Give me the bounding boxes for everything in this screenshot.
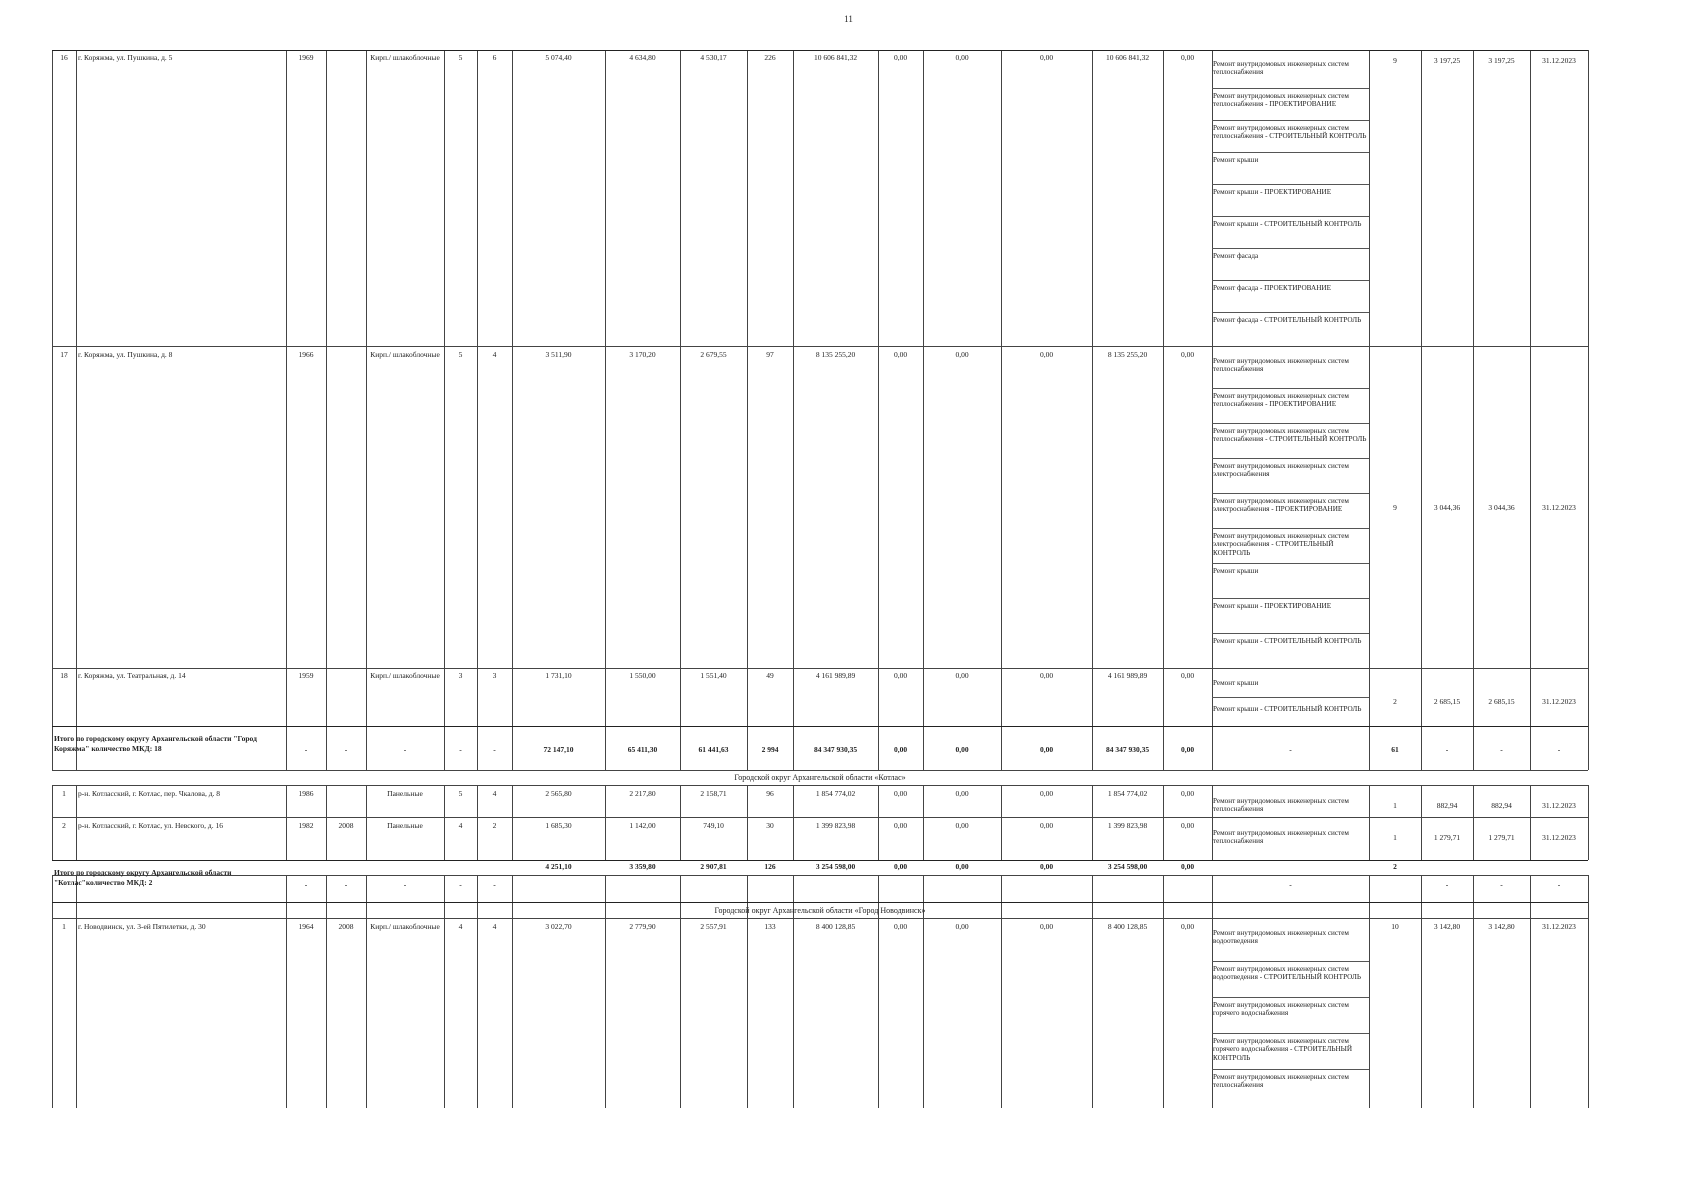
residents: 30 <box>766 821 774 830</box>
address: г. Коряжма, ул. Театральная, д. 14 <box>78 671 186 680</box>
column-border <box>923 785 924 860</box>
row-border <box>52 817 1588 818</box>
total-fund-other: 0,00 <box>1180 862 1195 871</box>
address: р-н. Котласский, г. Котлас, пер. Чкалова, д. 8 <box>78 789 221 798</box>
column-border <box>1163 50 1164 770</box>
limit-cost: 882,94 <box>1491 801 1512 810</box>
column-border <box>680 50 681 770</box>
total-cost-total: 3 254 598,00 <box>815 862 856 871</box>
area-premises: 4 634,80 <box>629 53 656 62</box>
total-fund-other: 0,00 <box>1180 745 1195 754</box>
fund-other: 0,00 <box>1180 350 1195 359</box>
total-fund-region: 0,00 <box>955 745 969 754</box>
cost-total: 1 854 774,02 <box>815 789 856 798</box>
address: г. Коряжма, ул. Пушкина, д. 5 <box>78 53 173 62</box>
column-border <box>326 918 327 1108</box>
work-type: Ремонт внутридомовых инженерных систем теплоснабжения <box>1213 60 1349 77</box>
area-residential: 2 679,55 <box>700 350 727 359</box>
work-separator <box>1212 493 1369 494</box>
dash: - <box>493 880 496 889</box>
dash: - <box>1557 880 1561 889</box>
column-border <box>1530 50 1531 770</box>
column-border <box>1369 50 1370 770</box>
residents: 133 <box>764 922 776 931</box>
residents: 226 <box>764 53 776 62</box>
works-count: 1 <box>1393 801 1397 810</box>
column-border <box>1092 50 1093 770</box>
work-type: Ремонт крыши - ПРОЕКТИРОВАНИЕ <box>1213 602 1332 610</box>
area-residential: 1 551,40 <box>700 671 727 680</box>
area-total: 1 685,30 <box>545 821 572 830</box>
works-count: 1 <box>1393 833 1397 842</box>
column-border <box>444 785 445 860</box>
column-border <box>923 918 924 1108</box>
area-residential: 2 557,91 <box>700 922 727 931</box>
column-border <box>366 785 367 860</box>
column-border <box>366 50 367 770</box>
total-fund-local: 0,00 <box>1039 862 1054 871</box>
cost-total: 8 135 255,20 <box>815 350 856 359</box>
dash: - <box>304 745 308 754</box>
unit-cost: 3 197,25 <box>1433 56 1461 65</box>
total-label: Итого по городскому округу Архангельской области "Город Коряжма" количество МКД: 18 <box>54 734 257 753</box>
fund-other: 0,00 <box>1180 671 1195 680</box>
work-separator <box>1212 312 1369 313</box>
works-count: 10 <box>1391 922 1399 931</box>
residents: 49 <box>766 671 774 680</box>
total-fund-fz: 0,00 <box>893 862 908 871</box>
column-border <box>1588 50 1589 770</box>
row-border <box>52 50 1588 51</box>
num: 2 <box>62 821 66 830</box>
total-fund-owners: 3 254 598,00 <box>1107 862 1148 871</box>
work-separator <box>1212 961 1369 962</box>
column-border <box>747 785 748 860</box>
fund-region: 0,00 <box>955 350 969 359</box>
address: г. Коряжма, ул. Пушкина, д. 8 <box>78 350 173 359</box>
work-type: Ремонт внутридомовых инженерных систем теплоснабжения <box>1213 797 1349 814</box>
wall-material: Кирп./ шлакоблочные <box>370 53 440 62</box>
total-residents: 126 <box>764 862 776 871</box>
fund-fz: 0,00 <box>893 789 908 798</box>
work-type: Ремонт фасада <box>1213 252 1259 260</box>
work-type: Ремонт внутридомовых инженерных систем электроснабжения - ПРОЕКТИРОВАНИЕ <box>1213 497 1349 514</box>
work-separator <box>1212 184 1369 185</box>
work-separator <box>1212 598 1369 599</box>
column-border <box>52 785 53 860</box>
row-border <box>52 918 1588 919</box>
entrances: 3 <box>492 671 497 680</box>
deadline: 31.12.2023 <box>1542 503 1576 512</box>
floors: 4 <box>458 821 463 830</box>
work-separator <box>1212 152 1369 153</box>
dash: - <box>344 880 348 889</box>
fund-local: 0,00 <box>1039 53 1054 62</box>
area-total: 3 022,70 <box>545 922 572 931</box>
column-border <box>1588 918 1589 1108</box>
column-border <box>1530 918 1531 1108</box>
column-border <box>1001 918 1002 1108</box>
column-border <box>326 785 327 860</box>
total-works-count: 61 <box>1391 745 1399 754</box>
column-border <box>326 50 327 770</box>
area-total: 2 565,80 <box>545 789 572 798</box>
page-number: 11 <box>844 14 853 24</box>
column-border <box>923 50 924 770</box>
column-border <box>366 918 367 1108</box>
residents: 97 <box>766 350 774 359</box>
fund-fz: 0,00 <box>893 671 908 680</box>
year-built: 1982 <box>298 821 314 830</box>
column-border <box>444 918 445 1108</box>
column-border <box>1421 785 1422 860</box>
address: г. Новодвинск, ул. 3-ей Пятилетки, д. 30 <box>78 922 206 931</box>
work-type: Ремонт крыши - ПРОЕКТИРОВАНИЕ <box>1213 188 1332 196</box>
floors: 5 <box>458 350 463 359</box>
fund-local: 0,00 <box>1039 789 1054 798</box>
wall-material: Панельные <box>387 821 423 830</box>
work-type: Ремонт внутридомовых инженерных систем водоотведения <box>1213 929 1349 946</box>
work-type: Ремонт внутридомовых инженерных систем теплоснабжения - СТРОИТЕЛЬНЫЙ КОНТРОЛЬ <box>1213 124 1367 141</box>
fund-fz: 0,00 <box>893 922 908 931</box>
total-cost-total: 84 347 930,35 <box>813 745 858 754</box>
limit-cost: 3 197,25 <box>1488 56 1515 65</box>
floors: 3 <box>458 671 463 680</box>
wall-material: Кирп./ шлакоблочные <box>370 922 440 931</box>
year-built: 1986 <box>298 789 314 798</box>
column-border <box>477 785 478 860</box>
column-border <box>286 918 287 1108</box>
work-type: Ремонт внутридомовых инженерных систем водоотведения - СТРОИТЕЛЬНЫЙ КОНТРОЛЬ <box>1213 965 1361 982</box>
work-separator <box>1212 248 1369 249</box>
column-border <box>52 50 53 770</box>
column-border <box>512 785 513 860</box>
fund-owners: 1 399 823,98 <box>1107 821 1148 830</box>
dash: - <box>1289 880 1292 889</box>
column-border <box>680 918 681 1108</box>
entrances: 4 <box>492 350 497 359</box>
num: 16 <box>60 53 68 62</box>
column-border <box>76 50 77 770</box>
num: 18 <box>60 671 68 680</box>
work-separator <box>1212 120 1369 121</box>
column-border <box>1530 785 1531 860</box>
row-border <box>52 668 1588 669</box>
area-total: 5 074,40 <box>545 53 572 62</box>
dash: - <box>1445 880 1449 889</box>
total-fund-fz: 0,00 <box>893 745 908 754</box>
work-separator <box>1212 997 1369 998</box>
fund-owners: 8 400 128,85 <box>1107 922 1148 931</box>
fund-owners: 1 854 774,02 <box>1107 789 1148 798</box>
column-border <box>1421 50 1422 770</box>
column-border <box>1473 785 1474 860</box>
work-separator <box>1212 1033 1369 1034</box>
column-border <box>1473 50 1474 770</box>
area-total: 1 731,10 <box>545 671 572 680</box>
column-border <box>747 50 748 770</box>
entrances: 2 <box>492 821 497 830</box>
fund-region: 0,00 <box>955 821 969 830</box>
work-separator <box>1212 528 1369 529</box>
fund-region: 0,00 <box>955 789 969 798</box>
column-border <box>605 918 606 1108</box>
column-border <box>512 918 513 1108</box>
work-separator <box>1212 563 1369 564</box>
area-premises: 2 217,80 <box>629 789 656 798</box>
work-separator <box>1212 697 1369 698</box>
area-total: 3 511,90 <box>545 350 572 359</box>
row-border <box>52 860 1588 861</box>
fund-region: 0,00 <box>955 671 969 680</box>
fund-local: 0,00 <box>1039 922 1054 931</box>
work-type: Ремонт внутридомовых инженерных систем электроснабжения <box>1213 462 1349 479</box>
work-type: Ремонт внутридомовых инженерных систем электроснабжения - СТРОИТЕЛЬНЫЙ КОНТРОЛЬ <box>1213 532 1349 557</box>
deadline: 31.12.2023 <box>1542 697 1576 706</box>
work-type: Ремонт фасада - ПРОЕКТИРОВАНИЕ <box>1213 284 1331 292</box>
dash: - <box>304 880 308 889</box>
work-type: Ремонт крыши <box>1213 156 1259 164</box>
column-border <box>1001 50 1002 770</box>
floors: 4 <box>458 922 463 931</box>
works-count: 2 <box>1393 697 1397 706</box>
dash: - <box>344 745 348 754</box>
wall-material: Кирп./ шлакоблочные <box>370 671 440 680</box>
dash: - <box>1557 745 1561 754</box>
work-type: Ремонт внутридомовых инженерных систем теплоснабжения <box>1213 829 1349 846</box>
wall-material: Панельные <box>387 789 423 798</box>
fund-other: 0,00 <box>1180 53 1195 62</box>
work-separator <box>1212 280 1369 281</box>
total-label: Итого по городскому округу Архангельской области "Котлас"количество МКД: 2 <box>54 868 232 887</box>
total-area-residential: 61 441,63 <box>698 745 729 754</box>
column-border <box>793 785 794 860</box>
cost-total: 1 399 823,98 <box>815 821 856 830</box>
dash: - <box>459 880 462 889</box>
fund-other: 0,00 <box>1180 922 1195 931</box>
deadline: 31.12.2023 <box>1542 922 1576 931</box>
cost-total: 10 606 841,32 <box>813 53 858 62</box>
year-overhaul: 2008 <box>338 922 354 931</box>
column-border <box>1473 918 1474 1108</box>
column-border <box>286 50 287 770</box>
area-premises: 2 779,90 <box>629 922 656 931</box>
fund-other: 0,00 <box>1180 821 1195 830</box>
column-border <box>512 50 513 770</box>
fund-local: 0,00 <box>1039 671 1054 680</box>
fund-region: 0,00 <box>955 922 969 931</box>
deadline: 31.12.2023 <box>1542 56 1576 65</box>
area-residential: 4 530,17 <box>700 53 727 62</box>
fund-fz: 0,00 <box>893 821 908 830</box>
row-border <box>52 726 1588 727</box>
column-border <box>878 785 879 860</box>
limit-cost: 2 685,15 <box>1488 697 1515 706</box>
column-border <box>477 918 478 1108</box>
column-border <box>52 918 53 1108</box>
fund-local: 0,00 <box>1039 821 1054 830</box>
column-border <box>444 50 445 770</box>
year-built: 1959 <box>298 671 314 680</box>
column-border <box>747 918 748 1108</box>
wall-material: Кирп./ шлакоблочные <box>370 350 440 359</box>
row-border <box>52 785 1588 786</box>
num: 17 <box>60 350 68 359</box>
entrances: 4 <box>492 789 497 798</box>
works-count: 9 <box>1393 503 1397 512</box>
year-built: 1969 <box>298 53 314 62</box>
unit-cost: 3 142,80 <box>1433 922 1461 931</box>
column-border <box>1421 918 1422 1108</box>
work-type: Ремонт внутридомовых инженерных систем теплоснабжения - СТРОИТЕЛЬНЫЙ КОНТРОЛЬ <box>1213 427 1367 444</box>
row-border <box>52 902 1588 903</box>
column-border <box>1163 918 1164 1108</box>
row-border <box>52 346 1588 347</box>
work-type: Ремонт крыши <box>1213 679 1259 687</box>
year-built: 1964 <box>298 922 314 931</box>
area-premises: 3 170,20 <box>629 350 656 359</box>
limit-cost: 3 142,80 <box>1488 922 1515 931</box>
cost-total: 8 400 128,85 <box>815 922 856 931</box>
column-border <box>1092 785 1093 860</box>
work-type: Ремонт крыши - СТРОИТЕЛЬНЫЙ КОНТРОЛЬ <box>1213 637 1362 645</box>
work-separator <box>1212 88 1369 89</box>
total-residents: 2 994 <box>761 745 779 754</box>
column-border <box>1001 785 1002 860</box>
unit-cost: 1 279,71 <box>1433 833 1461 842</box>
unit-cost: 2 685,15 <box>1433 697 1461 706</box>
work-type: Ремонт внутридомовых инженерных систем теплоснабжения - ПРОЕКТИРОВАНИЕ <box>1213 92 1349 109</box>
column-border <box>76 785 77 860</box>
floors: 5 <box>458 53 463 62</box>
year-built: 1966 <box>298 350 314 359</box>
works-count: 9 <box>1393 56 1397 65</box>
deadline: 31.12.2023 <box>1542 801 1576 810</box>
entrances: 4 <box>492 922 497 931</box>
num: 1 <box>62 789 66 798</box>
work-type: Ремонт фасада - СТРОИТЕЛЬНЫЙ КОНТРОЛЬ <box>1213 316 1362 324</box>
fund-fz: 0,00 <box>893 350 908 359</box>
work-type: Ремонт внутридомовых инженерных систем теплоснабжения <box>1213 1073 1349 1090</box>
cost-total: 4 161 989,89 <box>815 671 856 680</box>
column-border <box>605 50 606 770</box>
dash: - <box>459 745 462 754</box>
floors: 5 <box>458 789 463 798</box>
section-heading: Городской округ Архангельской области «Котлас» <box>734 773 906 782</box>
address: р-н. Котласский, г. Котлас, ул. Невского, д. 16 <box>78 821 223 830</box>
residents: 96 <box>766 789 774 798</box>
column-border <box>477 50 478 770</box>
total-area-total: 4 251,10 <box>545 862 572 871</box>
section-heading: Городской округ Архангельской области «Город Новодвинск» <box>714 906 926 915</box>
work-separator <box>1212 633 1369 634</box>
area-residential: 749,10 <box>703 821 724 830</box>
work-type: Ремонт внутридомовых инженерных систем горячего водоснабжения <box>1213 1001 1349 1018</box>
area-premises: 1 550,00 <box>629 671 656 680</box>
work-separator <box>1212 423 1369 424</box>
fund-owners: 4 161 989,89 <box>1107 671 1148 680</box>
row-border <box>52 770 1588 771</box>
column-border <box>1588 785 1589 860</box>
work-separator <box>1212 1069 1369 1070</box>
dash: - <box>493 745 496 754</box>
fund-fz: 0,00 <box>893 53 908 62</box>
work-separator <box>1212 458 1369 459</box>
total-fund-owners: 84 347 930,35 <box>1105 745 1150 754</box>
column-border <box>605 785 606 860</box>
entrances: 6 <box>492 53 497 62</box>
year-overhaul: 2008 <box>338 821 354 830</box>
column-border <box>1163 785 1164 860</box>
dash: - <box>403 745 407 754</box>
num: 1 <box>62 922 66 931</box>
column-border <box>1369 918 1370 1108</box>
column-border <box>1369 785 1370 860</box>
work-separator <box>1212 216 1369 217</box>
column-border <box>793 918 794 1108</box>
dash: - <box>1500 745 1503 754</box>
total-works-count: 2 <box>1393 862 1397 871</box>
fund-local: 0,00 <box>1039 350 1054 359</box>
limit-cost: 1 279,71 <box>1488 833 1515 842</box>
dash: - <box>1445 745 1449 754</box>
deadline: 31.12.2023 <box>1542 833 1576 842</box>
area-premises: 1 142,00 <box>629 821 656 830</box>
dash: - <box>1289 745 1292 754</box>
fund-region: 0,00 <box>955 53 969 62</box>
total-fund-region: 0,00 <box>955 862 969 871</box>
total-area-residential: 2 907,81 <box>700 862 727 871</box>
work-type: Ремонт крыши - СТРОИТЕЛЬНЫЙ КОНТРОЛЬ <box>1213 705 1362 713</box>
work-type: Ремонт крыши <box>1213 567 1259 575</box>
column-border <box>878 50 879 770</box>
total-area-total: 72 147,10 <box>543 745 574 754</box>
column-border <box>878 918 879 1108</box>
work-type: Ремонт крыши - СТРОИТЕЛЬНЫЙ КОНТРОЛЬ <box>1213 220 1362 228</box>
work-type: Ремонт внутридомовых инженерных систем теплоснабжения <box>1213 357 1349 374</box>
work-type: Ремонт внутридомовых инженерных систем горячего водоснабжения - СТРОИТЕЛЬНЫЙ КОНТРОЛЬ <box>1213 1037 1353 1062</box>
fund-owners: 10 606 841,32 <box>1105 53 1150 62</box>
unit-cost: 3 044,36 <box>1433 503 1461 512</box>
column-border <box>286 785 287 860</box>
area-residential: 2 158,71 <box>700 789 727 798</box>
column-border <box>76 918 77 1108</box>
total-area-premises: 3 359,80 <box>629 862 656 871</box>
column-border <box>680 785 681 860</box>
limit-cost: 3 044,36 <box>1488 503 1515 512</box>
work-separator <box>1212 388 1369 389</box>
column-border <box>1092 918 1093 1108</box>
fund-owners: 8 135 255,20 <box>1107 350 1148 359</box>
total-area-premises: 65 411,30 <box>627 745 658 754</box>
dash: - <box>1500 880 1503 889</box>
work-type: Ремонт внутридомовых инженерных систем теплоснабжения - ПРОЕКТИРОВАНИЕ <box>1213 392 1349 409</box>
column-border <box>793 50 794 770</box>
dash: - <box>403 880 407 889</box>
unit-cost: 882,94 <box>1436 801 1458 810</box>
fund-other: 0,00 <box>1180 789 1195 798</box>
total-fund-local: 0,00 <box>1039 745 1054 754</box>
